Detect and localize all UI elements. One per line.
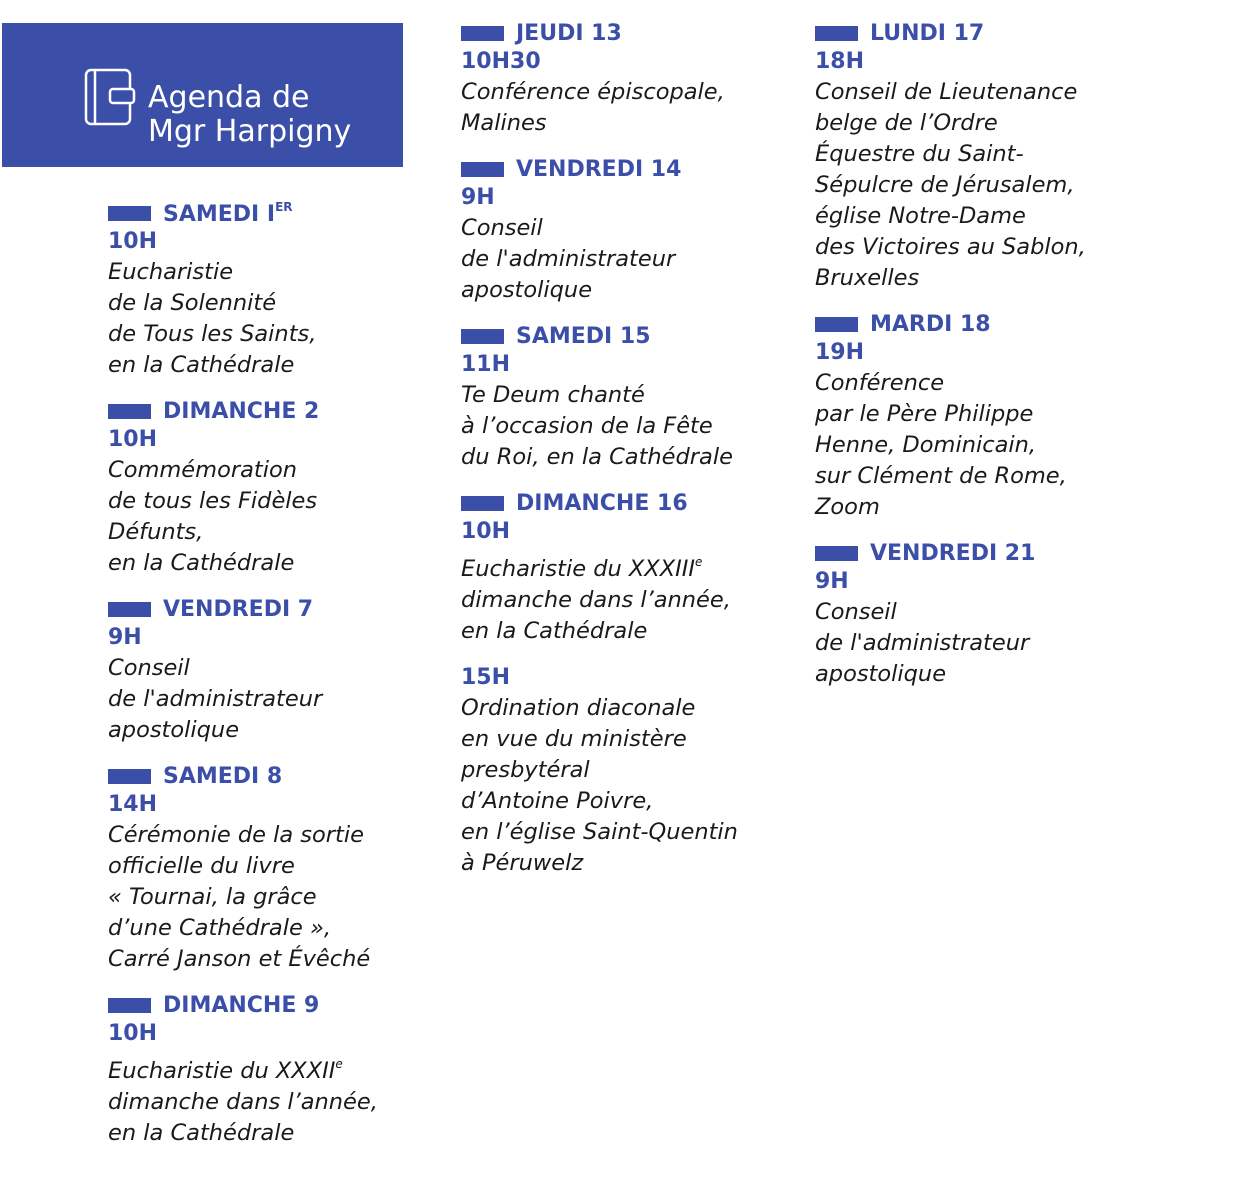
agenda-event	[108, 425, 438, 579]
event-description-text: Eucharistie du XXXIII	[461, 556, 696, 582]
agenda-day-entry	[461, 322, 791, 473]
event-description-line	[461, 442, 791, 473]
event-description-text: apostolique	[461, 277, 593, 303]
event-description-line	[108, 944, 438, 975]
event-time: 10H	[108, 427, 158, 452]
day-marker-bar	[815, 546, 858, 561]
event-description-text: en la Cathédrale	[108, 1120, 295, 1146]
event-description-text: en la Cathédrale	[108, 550, 295, 576]
event-time: 10H	[108, 1021, 158, 1046]
event-description-line	[108, 486, 438, 517]
day-marker-bar	[815, 317, 858, 332]
event-description-line	[815, 492, 1145, 523]
event-description-line	[815, 430, 1145, 461]
event-description-line	[461, 848, 791, 879]
event-description-text: à Péruwelz	[461, 850, 584, 876]
event-description-line	[461, 724, 791, 755]
event-description-text: Eucharistie	[108, 259, 234, 285]
day-marker-bar	[461, 496, 504, 511]
event-description-line	[815, 399, 1145, 430]
event-description-line	[108, 653, 438, 684]
day-label	[163, 200, 293, 227]
event-description-text: en la Cathédrale	[108, 352, 295, 378]
event-description-text: Henne, Dominicain,	[815, 432, 1037, 458]
event-description-line	[815, 170, 1145, 201]
event-description-line	[815, 232, 1145, 263]
event-description-line	[815, 628, 1145, 659]
agenda-event	[461, 47, 791, 139]
event-description	[108, 1049, 438, 1149]
event-description-text: Carré Janson et Évêché	[108, 946, 371, 972]
event-description-line	[461, 275, 791, 306]
event-description-line	[108, 548, 438, 579]
event-description-text: apostolique	[815, 661, 947, 687]
event-description-line	[815, 108, 1145, 139]
agenda-event	[108, 623, 438, 746]
day-label-text: SAMEDI 15	[516, 323, 651, 349]
event-description-text: Cérémonie de la sortie	[108, 822, 364, 848]
event-description-text: Conseil	[108, 655, 190, 681]
event-description-line	[461, 817, 791, 848]
day-label-text: MARDI 18	[870, 311, 991, 337]
event-description-line	[815, 461, 1145, 492]
event-description-line	[108, 319, 438, 350]
event-description-line	[108, 517, 438, 548]
event-description-line	[815, 77, 1145, 108]
event-time: 14H	[108, 792, 158, 817]
event-description-text: église Notre-Dame	[815, 203, 1026, 229]
day-label	[163, 597, 313, 622]
event-description-text: à l’occasion de la Fête	[461, 413, 713, 439]
agenda-header	[2, 23, 403, 167]
event-time: 15H	[461, 665, 511, 690]
agenda-event	[461, 183, 791, 306]
event-description-line	[108, 851, 438, 882]
event-description-text: Commémoration	[108, 457, 297, 483]
event-time: 9H	[108, 625, 142, 650]
event-description-line	[461, 213, 791, 244]
event-description-text: apostolique	[108, 717, 240, 743]
event-description	[461, 547, 791, 647]
day-marker-bar	[461, 26, 504, 41]
day-heading	[461, 489, 791, 517]
agenda-column-1	[108, 199, 438, 1165]
day-label-text: JEUDI 13	[516, 20, 622, 46]
event-description-text: dimanche dans l’année,	[108, 1089, 378, 1115]
agenda-day-entry	[108, 595, 438, 746]
day-heading	[461, 19, 791, 47]
event-description-line	[461, 547, 791, 585]
event-description-line	[461, 585, 791, 616]
event-description-text: officielle du livre	[108, 853, 295, 879]
day-label	[163, 764, 282, 789]
event-description-text: de l'administrateur	[815, 630, 1030, 656]
event-description-text: de l'administrateur	[108, 686, 323, 712]
event-time: 10H	[108, 229, 158, 254]
day-label	[163, 399, 319, 424]
agenda-event	[815, 47, 1145, 294]
event-description-line	[815, 368, 1145, 399]
event-description-line	[461, 108, 791, 139]
event-description-line	[461, 411, 791, 442]
ordinal-superscript: e	[695, 555, 703, 569]
event-description-text: « Tournai, la grâce	[108, 884, 317, 910]
agenda-day-entry	[108, 991, 438, 1149]
event-time: 19H	[815, 340, 865, 365]
day-label-text: SAMEDI I	[163, 201, 276, 227]
day-heading	[108, 595, 438, 623]
day-label-text: DIMANCHE 9	[163, 992, 320, 1018]
agenda-day-entry	[461, 19, 791, 139]
day-heading	[461, 322, 791, 350]
event-description	[108, 257, 438, 381]
day-label-text: VENDREDI 21	[870, 540, 1036, 566]
agenda-event	[461, 517, 791, 647]
event-description-text: Conseil de Lieutenance	[815, 79, 1078, 105]
event-description-line	[461, 380, 791, 411]
day-heading	[108, 199, 438, 227]
event-description	[461, 380, 791, 473]
event-time: 18H	[815, 49, 865, 74]
day-label	[516, 324, 651, 349]
day-label	[516, 21, 622, 46]
agenda-day-entry	[815, 310, 1145, 523]
event-description-text: du Roi, en la Cathédrale	[461, 444, 733, 470]
event-description-text: Ordination diaconale	[461, 695, 696, 721]
agenda-day-entry	[108, 762, 438, 975]
event-description-text: dimanche dans l’année,	[461, 587, 731, 613]
day-label-text: LUNDI 17	[870, 20, 985, 46]
event-description-text: des Victoires au Sablon,	[815, 234, 1086, 260]
day-marker-bar	[108, 206, 151, 221]
ordinal-superscript: e	[335, 1057, 343, 1071]
day-heading	[108, 991, 438, 1019]
event-description	[108, 455, 438, 579]
day-heading	[815, 310, 1145, 338]
event-description-text: de tous les Fidèles	[108, 488, 318, 514]
day-label-text: SAMEDI 8	[163, 763, 283, 789]
event-description-text: de la Solennité	[108, 290, 277, 316]
agenda-day-entry	[461, 155, 791, 306]
agenda-event	[108, 227, 438, 381]
event-description-text: d’Antoine Poivre,	[461, 788, 654, 814]
event-description-text: Équestre du Saint-	[815, 141, 1024, 167]
agenda-title: Agenda de Mgr Harpigny	[148, 80, 352, 149]
day-marker-bar	[815, 26, 858, 41]
event-description-text: Bruxelles	[815, 265, 920, 291]
event-description-line	[108, 1087, 438, 1118]
day-marker-bar	[461, 329, 504, 344]
event-description-text: Eucharistie du XXXII	[108, 1058, 336, 1084]
event-description	[815, 77, 1145, 294]
agenda-column-3	[815, 19, 1145, 706]
day-heading	[461, 155, 791, 183]
day-label	[516, 157, 681, 182]
event-description-line	[815, 597, 1145, 628]
event-description-line	[108, 350, 438, 381]
event-description-line	[461, 616, 791, 647]
day-marker-bar	[108, 404, 151, 419]
event-time: 10H	[461, 519, 511, 544]
day-label-superscript: ER	[275, 199, 293, 214]
event-description	[815, 368, 1145, 523]
event-description-line	[108, 455, 438, 486]
event-description-line	[461, 786, 791, 817]
day-label-text: DIMANCHE 16	[516, 490, 688, 516]
event-description-text: Te Deum chanté	[461, 382, 645, 408]
agenda-day-entry	[108, 397, 438, 579]
event-description-line	[815, 263, 1145, 294]
event-description-text: Sépulcre de Jérusalem,	[815, 172, 1075, 198]
day-label-text: DIMANCHE 2	[163, 398, 320, 424]
event-time: 11H	[461, 352, 511, 377]
day-heading	[108, 397, 438, 425]
event-description-line	[461, 244, 791, 275]
day-label	[163, 993, 319, 1018]
agenda-event	[461, 663, 791, 879]
event-description	[108, 653, 438, 746]
day-label	[870, 312, 991, 337]
event-description-line	[108, 1118, 438, 1149]
day-marker-bar	[461, 162, 504, 177]
event-description-line	[108, 684, 438, 715]
event-description-text: Conseil	[815, 599, 897, 625]
event-description-text: Défunts,	[108, 519, 204, 545]
day-label	[516, 491, 688, 516]
event-description-text: Conseil	[461, 215, 543, 241]
event-description-line	[815, 139, 1145, 170]
event-description	[108, 820, 438, 975]
event-description-text: presbytéral	[461, 757, 590, 783]
event-description-line	[461, 77, 791, 108]
agenda-day-entry	[108, 199, 438, 381]
event-description-text: belge de l’Ordre	[815, 110, 998, 136]
event-description-line	[108, 820, 438, 851]
event-description-line	[461, 693, 791, 724]
event-description-text: sur Clément de Rome,	[815, 463, 1067, 489]
event-description-line	[108, 1049, 438, 1087]
event-description-text: de l'administrateur	[461, 246, 676, 272]
day-label	[870, 541, 1035, 566]
day-marker-bar	[108, 998, 151, 1013]
day-label-text: VENDREDI 14	[516, 156, 682, 182]
event-description-line	[108, 913, 438, 944]
agenda-day-entry	[815, 539, 1145, 690]
agenda-event	[815, 338, 1145, 523]
event-description-line	[815, 201, 1145, 232]
event-description-text: de Tous les Saints,	[108, 321, 317, 347]
day-heading	[108, 762, 438, 790]
event-description-text: par le Père Philippe	[815, 401, 1034, 427]
agenda-book-icon	[82, 67, 136, 127]
event-description-text: Malines	[461, 110, 547, 136]
event-description-line	[108, 882, 438, 913]
event-description-text: Zoom	[815, 494, 880, 520]
event-description	[815, 597, 1145, 690]
event-description-text: en l’église Saint-Quentin	[461, 819, 738, 845]
event-time: 10H30	[461, 49, 541, 74]
event-time: 9H	[461, 185, 495, 210]
event-description	[461, 693, 791, 879]
event-description-line	[108, 257, 438, 288]
event-description-line	[108, 288, 438, 319]
day-heading	[815, 19, 1145, 47]
event-description-line	[815, 659, 1145, 690]
agenda-event	[108, 790, 438, 975]
event-description-line	[108, 715, 438, 746]
event-description-text: d’une Cathédrale »,	[108, 915, 331, 941]
event-time: 9H	[815, 569, 849, 594]
agenda-event	[108, 1019, 438, 1149]
day-heading	[815, 539, 1145, 567]
agenda-day-entry	[461, 489, 791, 879]
event-description-line	[461, 755, 791, 786]
day-label-text: VENDREDI 7	[163, 596, 314, 622]
agenda-event	[815, 567, 1145, 690]
agenda-column-2	[461, 19, 791, 895]
event-description-text: en vue du ministère	[461, 726, 687, 752]
day-marker-bar	[108, 769, 151, 784]
event-description-text: Conférence	[815, 370, 945, 396]
agenda-event	[461, 350, 791, 473]
day-marker-bar	[108, 602, 151, 617]
agenda-day-entry	[815, 19, 1145, 294]
event-description-text: Conférence épiscopale,	[461, 79, 725, 105]
event-description-text: en la Cathédrale	[461, 618, 648, 644]
event-description	[461, 213, 791, 306]
event-description	[461, 77, 791, 139]
day-label	[870, 21, 984, 46]
